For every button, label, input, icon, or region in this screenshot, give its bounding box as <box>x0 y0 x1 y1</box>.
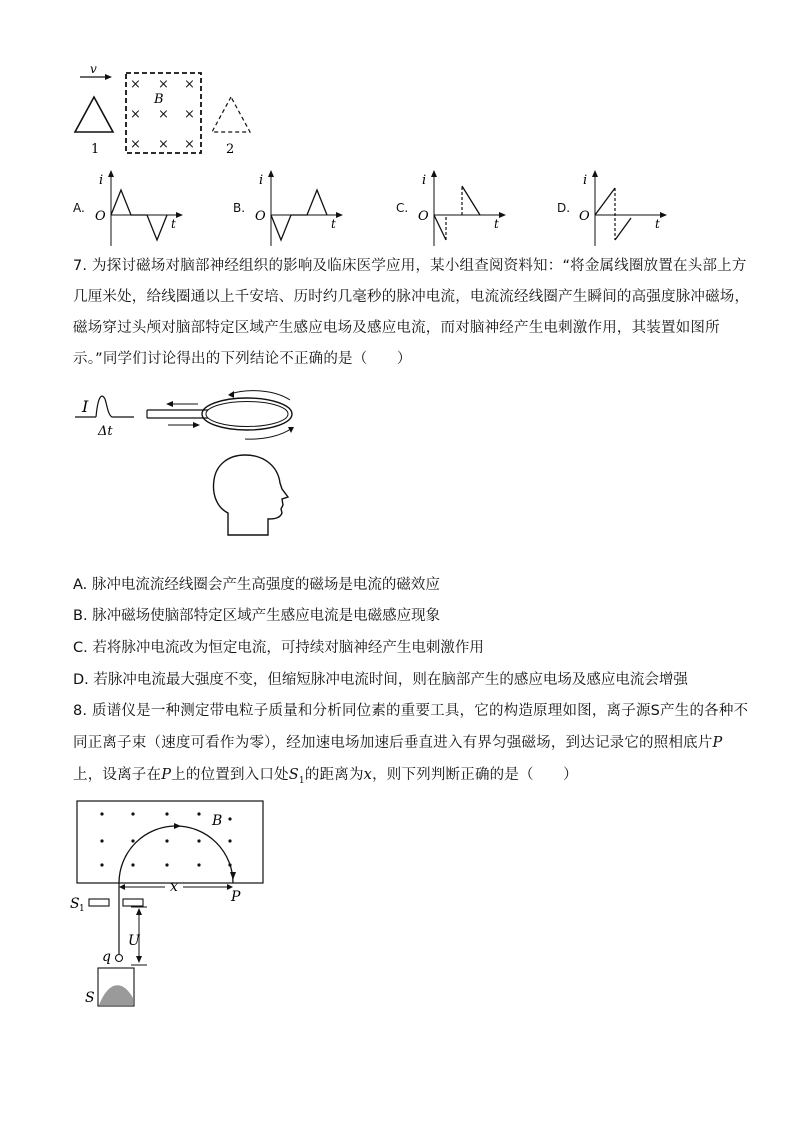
q8-stem-line-2: 同正离子束（速度可看作为零），经加速电场加速后垂直进入有界匀强磁场，到达记录它的照相底片P <box>73 735 723 751</box>
ion-path <box>119 826 233 883</box>
loop-field-figure <box>66 60 266 160</box>
pulse-waveform <box>96 396 134 417</box>
q7-option-c[interactable]: C. 若将脉冲电流改为恒定电流，可持续对脑神经产生电刺激作用 <box>73 640 484 656</box>
graph-option-a <box>73 168 183 248</box>
triangle-loop-1 <box>75 97 113 132</box>
svg-text:O: O <box>418 209 429 224</box>
option-letter: B. <box>233 201 246 215</box>
plate-label: P <box>231 889 241 905</box>
triangle-loop-2 <box>212 97 250 132</box>
velocity-label: v <box>90 62 97 76</box>
current-curve <box>595 188 615 215</box>
q7-option-d[interactable]: D. 若脉冲电流最大强度不变，但缩短脉冲电流时间，则在脑部产生的感应电场及感应电流会增强 <box>73 672 688 688</box>
q8-stem-line-3: 上，设离子在P上的位置到入口处$S_1$的距离为x，则下列判断正确的是（ ） <box>73 767 578 786</box>
slit-plate-left <box>89 899 109 906</box>
current-curve <box>434 215 446 240</box>
q7-stem-line-2: 几厘米处，给线圈通以上千安培、历时约几毫秒的脉冲电流，电流流经线圈产生瞬间的高强度脉冲磁场， <box>73 289 750 305</box>
magnetic-field-region <box>77 801 263 883</box>
q7-option-b[interactable]: B. 脉冲磁场使脑部特定区域产生感应电流是电磁感应现象 <box>73 608 441 624</box>
mass-spectrometer-figure <box>65 798 275 1010</box>
duration-label: Δt <box>98 424 113 439</box>
graph-option-d <box>557 168 667 248</box>
svg-text:×: × <box>158 77 169 92</box>
svg-text:×: × <box>130 77 141 92</box>
position-1-label: 1 <box>91 142 100 157</box>
ion-q <box>116 955 123 962</box>
svg-text:i: i <box>422 173 427 188</box>
field-label: B <box>212 813 223 829</box>
pulse-label: I <box>82 397 89 416</box>
q7-stem-line-4: 示。”同学们讨论得出的下列结论不正确的是（ ） <box>73 351 412 367</box>
metal-coil <box>202 398 292 430</box>
option-letter: D. <box>557 201 571 215</box>
option-letter: C. <box>396 201 409 215</box>
svg-text:×: × <box>130 137 141 152</box>
svg-text:i: i <box>583 173 588 188</box>
charge-label: q <box>102 949 111 965</box>
svg-text:O: O <box>255 209 266 224</box>
svg-text:t: t <box>171 217 176 231</box>
q7-stem-line-3: 磁场穿过头颅对脑部特定区域产生感应电场及感应电流，而对脑神经产生电刺激作用，其装置如图所 <box>73 320 720 336</box>
field-label: B <box>154 92 164 107</box>
slit-sub: 1 <box>79 904 85 914</box>
q8-stem-line-1: 8. 质谱仪是一种测定带电粒子质量和分析同位素的重要工具，它的构造原理如图，离子源S产生的各种不 <box>73 703 749 719</box>
slit-label: S <box>70 896 80 912</box>
position-2-label: 2 <box>226 142 235 157</box>
svg-text:t: t <box>494 217 499 231</box>
svg-text:t: t <box>331 217 336 231</box>
q7-stem-line-1: 7. 为探讨磁场对脑部神经组织的影响及临床医学应用，某小组查阅资料知：“将金属线圈放置在头部上方 <box>73 258 747 274</box>
source-label: S <box>85 990 95 1006</box>
graph-option-c <box>396 168 506 248</box>
graph-option-b <box>233 168 343 248</box>
field-crosses <box>130 77 195 152</box>
svg-text:×: × <box>130 107 141 122</box>
svg-text:O: O <box>95 209 106 224</box>
q7-option-a[interactable]: A. 脉冲电流流经线圈会产生高强度的磁场是电流的磁效应 <box>73 577 440 593</box>
svg-text:i: i <box>99 173 104 188</box>
slit-plate-right <box>123 899 143 906</box>
distance-label: x <box>170 879 178 895</box>
svg-text:×: × <box>184 137 195 152</box>
coil-head-figure <box>70 385 310 545</box>
head-outline <box>214 455 288 535</box>
svg-text:t: t <box>655 217 660 231</box>
option-letter: A. <box>73 201 85 215</box>
svg-text:O: O <box>579 209 590 224</box>
svg-text:×: × <box>158 107 169 122</box>
voltage-label: U <box>128 933 140 949</box>
svg-text:×: × <box>158 137 169 152</box>
svg-text:×: × <box>184 107 195 122</box>
svg-text:×: × <box>184 77 195 92</box>
svg-text:i: i <box>259 173 264 188</box>
